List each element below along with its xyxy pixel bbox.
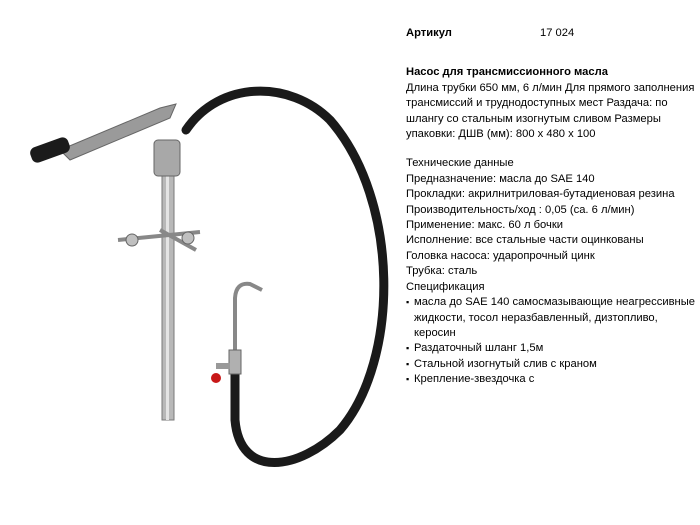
pump-head — [154, 140, 180, 176]
tech-line: Производительность/ход : 0,05 (ca. 6 л/мин) — [406, 203, 635, 216]
tech-line: Применение: макс. 60 л бочки — [406, 219, 563, 232]
product-title: Насос для трансмиссионного масла — [406, 66, 608, 79]
tech-line: Трубка: сталь — [406, 265, 478, 278]
tech-line: Предназначение: масла до SAE 140 — [406, 172, 595, 185]
spec-item: ▪ Раздаточный шланг 1,5м — [406, 341, 698, 356]
tech-section — [406, 156, 698, 387]
valve-body — [229, 350, 241, 374]
lever-handle — [28, 136, 71, 165]
spec-list — [406, 295, 698, 387]
article-number: 17 024 — [540, 27, 575, 39]
product-info — [406, 26, 698, 388]
product-description: Длина трубки 650 мм, 6 л/мин Для прямого заполнения трансмиссий и труднодоступных мест Раздача: по шлангу со стальным изогнутым сливом Размеры упаковки: ДШВ (мм): 800 х 480 х 100 — [406, 81, 695, 141]
tech-line: Головка насоса: ударопрочный цинк — [406, 249, 595, 262]
tech-line: Прокладки: акрилнитриловая-бутадиеновая резина — [406, 188, 675, 201]
valve-stem — [216, 363, 230, 369]
tech-line: Спецификация — [406, 280, 485, 293]
spec-item: ▪ Крепление-звездочка с — [406, 372, 698, 387]
valve-handle — [211, 373, 221, 383]
hose — [186, 91, 384, 462]
pump-illustration — [0, 60, 400, 480]
article-label: Артикул — [406, 27, 452, 39]
article-row — [406, 26, 698, 41]
spec-item: ▪ масла до SAE 140 самосмазывающие неагрессивные жидкости, тосол неразбавленный, дизтопливо, керосин — [406, 295, 698, 341]
tech-line: Исполнение: все стальные части оцинкованы — [406, 234, 644, 247]
bottom-clip — [0, 482, 700, 525]
tech-heading: Технические данные — [406, 157, 514, 170]
spec-item: ▪ Стальной изогнутый слив с краном — [406, 357, 698, 372]
product-image — [0, 60, 400, 480]
